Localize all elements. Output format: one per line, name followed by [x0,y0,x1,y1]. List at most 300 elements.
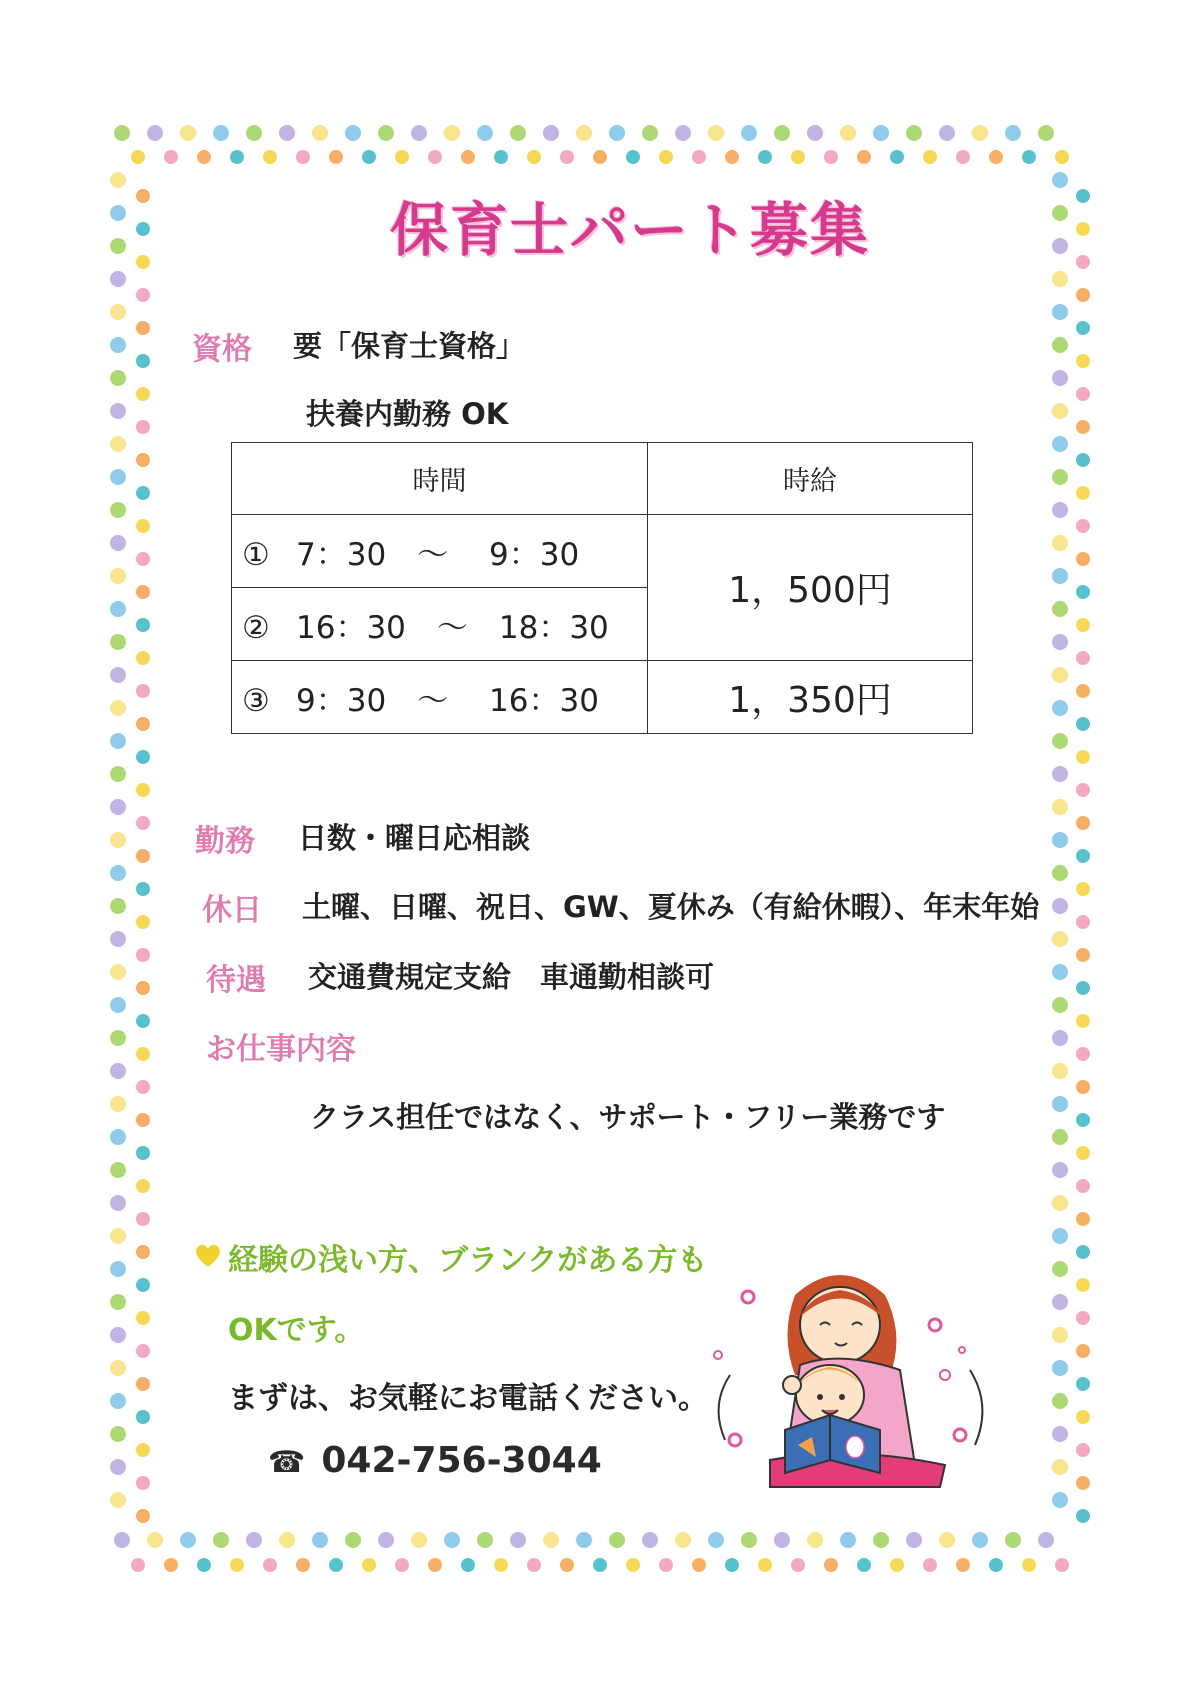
border-dot [989,1558,1003,1572]
border-dot [1052,535,1068,551]
border-dot [725,1558,739,1572]
time-range: 7：30 ～ 9：30 [296,536,580,573]
border-dot [378,1532,394,1548]
qualification-note: 扶養内勤務 OK [306,397,509,431]
border-dot [774,125,790,141]
border-dot [110,502,126,518]
border-dot [543,125,559,141]
border-dot [1052,1063,1068,1079]
border-dot [989,150,1003,164]
border-dot [110,1129,126,1145]
border-dot [110,1459,126,1475]
border-dot [1052,799,1068,815]
border-dot [1076,1311,1090,1325]
border-dot [136,1476,150,1490]
border-dot [609,125,625,141]
border-dot [279,1532,295,1548]
border-dot [576,1532,592,1548]
border-dot [164,1558,178,1572]
border-dot [110,469,126,485]
border-dot [807,1532,823,1548]
time-range: 9：30 ～ 16：30 [296,682,599,719]
border-dot [1052,1096,1068,1112]
border-dot [1076,915,1090,929]
border-dot [956,1558,970,1572]
border-dot [136,1014,150,1028]
border-dot [741,1532,757,1548]
border-dot [1052,1426,1068,1442]
border-dot [1076,1179,1090,1193]
border-dot [1076,585,1090,599]
border-dot [1052,469,1068,485]
border-dot [110,601,126,617]
border-dot [136,1113,150,1127]
border-dot [180,1532,196,1548]
phone-number: 042-756-3044 [321,1440,602,1481]
border-dot [110,997,126,1013]
job-value: クラス担任ではなく、サポート・フリー業務です [310,1100,946,1134]
time-cell-1 [232,515,648,588]
border-dot [312,1532,328,1548]
border-dot [136,255,150,269]
table-header-row [232,443,973,515]
border-dot [131,1558,145,1572]
border-dot [180,125,196,141]
border-dot [1076,882,1090,896]
border-dot [136,618,150,632]
border-dot [807,125,823,141]
border-dot [1052,766,1068,782]
border-dot [110,1360,126,1376]
border-dot [136,288,150,302]
border-dot [411,125,427,141]
border-dot [1076,684,1090,698]
border-dot [362,150,376,164]
border-dot [1052,1261,1068,1277]
border-dot [675,125,691,141]
border-dot [110,403,126,419]
border-dot [110,1228,126,1244]
border-dot [1005,1532,1021,1548]
border-dot [1052,1294,1068,1310]
header-time: 時間 [232,443,648,515]
border-dot [131,150,145,164]
border-dot [576,125,592,141]
border-dot [1052,865,1068,881]
border-dot [136,1245,150,1259]
border-dot [110,832,126,848]
border-dot [494,1558,508,1572]
border-dot [1052,205,1068,221]
border-dot [774,1532,790,1548]
border-dot [1052,964,1068,980]
border-dot [1076,948,1090,962]
border-dot [136,750,150,764]
border-dot [1076,651,1090,665]
border-dot [378,125,394,141]
border-dot [956,150,970,164]
border-dot [110,370,126,386]
border-dot [136,585,150,599]
border-dot [1052,403,1068,419]
border-dot [1052,931,1068,947]
border-dot [136,189,150,203]
border-dot [1076,1509,1090,1523]
border-dot [230,150,244,164]
border-dot [1076,1113,1090,1127]
border-dot [1076,1245,1090,1259]
border-dot [110,1492,126,1508]
border-dot [1076,321,1090,335]
border-dot [246,125,262,141]
border-dot [1076,255,1090,269]
border-dot [136,816,150,830]
border-dot [136,1080,150,1094]
wage-cell-1: 1，500円 [648,515,973,661]
border-dot [1052,733,1068,749]
border-dot [136,519,150,533]
border-dot [609,1532,625,1548]
border-dot [1076,1047,1090,1061]
mother-child-reading-illustration [700,1255,1000,1505]
border-dot [477,1532,493,1548]
border-dot [1076,816,1090,830]
border-dot [136,420,150,434]
border-dot [791,1558,805,1572]
border-dot [136,1278,150,1292]
border-dot [857,1558,871,1572]
border-dot [110,271,126,287]
border-dot [136,1311,150,1325]
border-dot [741,125,757,141]
border-dot [1052,337,1068,353]
message-line-2: OKです。 [228,1313,365,1348]
border-dot [110,700,126,716]
border-dot [395,1558,409,1572]
border-dot [110,799,126,815]
border-dot [461,1558,475,1572]
border-dot [246,1532,262,1548]
border-dot [1052,667,1068,683]
border-dot [494,150,508,164]
border-dot [197,150,211,164]
border-dot [147,125,163,141]
border-dot [642,1532,658,1548]
border-dot [1076,783,1090,797]
time-range: 16：30 ～ 18：30 [296,609,609,646]
benefits-label: 待遇 [206,963,266,998]
border-dot [939,125,955,141]
border-dot [110,1294,126,1310]
border-dot [110,1162,126,1178]
border-dot [1052,1327,1068,1343]
border-dot [1076,1080,1090,1094]
border-dot [136,882,150,896]
border-dot [758,1558,772,1572]
border-dot [527,1558,541,1572]
border-dot [824,150,838,164]
message-line-1: 経験の浅い方、ブランクがある方も [228,1243,708,1278]
border-dot [110,1426,126,1442]
border-dot [692,150,706,164]
border-dot [1076,1344,1090,1358]
border-dot [1076,1212,1090,1226]
border-dot [890,150,904,164]
qualification-label: 資格 [192,332,252,367]
border-dot [110,634,126,650]
border-dot [1052,1030,1068,1046]
border-dot [1052,700,1068,716]
border-dot [1022,150,1036,164]
border-dot [110,964,126,980]
border-dot [939,1532,955,1548]
border-dot [110,568,126,584]
border-dot [972,125,988,141]
border-dot [1052,601,1068,617]
qualification-value: 要「保育士資格」 [293,329,526,363]
border-dot [1076,288,1090,302]
border-dot [1052,502,1068,518]
border-dot [110,436,126,452]
border-dot [560,150,574,164]
border-dot [263,1558,277,1572]
border-dot [136,1410,150,1424]
border-dot [230,1558,244,1572]
border-dot [164,150,178,164]
message-line-3: まずは、お気軽にお電話ください。 [228,1381,708,1416]
border-dot [110,1327,126,1343]
border-dot [873,1532,889,1548]
border-dot [1076,717,1090,731]
border-dot [444,1532,460,1548]
border-dot [136,1509,150,1523]
border-dot [626,150,640,164]
row-number: ③ [242,682,270,719]
border-dot [1055,1558,1069,1572]
border-dot [791,150,805,164]
border-dot [642,125,658,141]
border-dot [213,125,229,141]
work-label: 勤務 [195,824,255,859]
border-dot [345,125,361,141]
phone-contact [268,1440,602,1481]
border-dot [543,1532,559,1548]
border-dot [411,1532,427,1548]
border-dot [136,1047,150,1061]
border-dot [824,1558,838,1572]
border-dot [1038,125,1054,141]
border-dot [110,1393,126,1409]
border-dot [461,150,475,164]
border-dot [1076,1410,1090,1424]
border-dot [1076,453,1090,467]
border-dot [136,354,150,368]
border-dot [136,948,150,962]
border-dot [510,1532,526,1548]
border-dot [114,1532,130,1548]
border-dot [110,337,126,353]
border-dot [1005,125,1021,141]
header-wage: 時給 [648,443,973,515]
holidays-label: 休日 [202,893,262,928]
border-dot [725,150,739,164]
border-dot [890,1558,904,1572]
border-dot [263,150,277,164]
border-dot [1052,1393,1068,1409]
border-dot [110,172,126,188]
border-dot [136,783,150,797]
border-dot [136,981,150,995]
border-dot [147,1532,163,1548]
border-dot [110,766,126,782]
border-dot [1052,1129,1068,1145]
border-dot [296,1558,310,1572]
time-cell-3 [232,661,648,734]
border-dot [136,1146,150,1160]
border-dot [477,125,493,141]
work-value: 日数・曜日応相談 [298,821,531,855]
border-dot [857,150,871,164]
border-dot [1022,1558,1036,1572]
border-dot [708,125,724,141]
border-dot [296,150,310,164]
border-dot [758,150,772,164]
border-dot [1076,849,1090,863]
border-dot [1052,1459,1068,1475]
border-dot [1052,568,1068,584]
border-dot [1052,634,1068,650]
border-dot [1076,420,1090,434]
border-dot [110,1030,126,1046]
border-dot [279,125,295,141]
border-dot [1052,997,1068,1013]
table-row [232,515,973,588]
border-dot [136,453,150,467]
border-dot [1055,150,1069,164]
border-dot [1052,1228,1068,1244]
border-dot [626,1558,640,1572]
border-dot [428,1558,442,1572]
border-dot [110,1261,126,1277]
border-dot [1076,354,1090,368]
border-dot [114,125,130,141]
border-dot [312,125,328,141]
border-dot [444,125,460,141]
border-dot [136,387,150,401]
border-dot [1052,271,1068,287]
border-dot [593,1558,607,1572]
border-dot [1076,1443,1090,1457]
border-dot [110,1096,126,1112]
border-dot [110,1195,126,1211]
border-dot [1052,238,1068,254]
border-dot [136,684,150,698]
border-dot [972,1532,988,1548]
border-dot [1052,1195,1068,1211]
border-dot [1076,750,1090,764]
border-dot [213,1532,229,1548]
border-dot [1076,1014,1090,1028]
page-title: 保育士パート募集 [390,196,871,264]
border-dot [136,486,150,500]
border-dot [1052,172,1068,188]
border-dot [527,150,541,164]
border-dot [1076,981,1090,995]
border-dot [110,865,126,881]
border-dot [136,1377,150,1391]
time-cell-2 [232,588,648,661]
border-dot [1076,1377,1090,1391]
border-dot [1076,486,1090,500]
border-dot [923,150,937,164]
border-dot [136,849,150,863]
border-dot [197,1558,211,1572]
border-dot [873,125,889,141]
job-label: お仕事内容 [206,1032,356,1067]
border-dot [395,150,409,164]
border-dot [1052,1162,1068,1178]
border-dot [428,150,442,164]
border-dot [136,321,150,335]
border-dot [136,915,150,929]
border-dot [136,1443,150,1457]
border-dot [136,1179,150,1193]
border-dot [110,667,126,683]
border-dot [136,717,150,731]
border-dot [1076,1146,1090,1160]
row-number: ① [242,536,270,573]
border-dot [1076,1278,1090,1292]
border-dot [110,1063,126,1079]
border-dot [1052,832,1068,848]
border-dot [1076,618,1090,632]
border-dot [840,1532,856,1548]
border-dot [659,150,673,164]
border-dot [1076,222,1090,236]
border-dot [906,1532,922,1548]
border-dot [1076,519,1090,533]
border-dot [1076,1476,1090,1490]
border-dot [1052,436,1068,452]
border-dot [1052,1360,1068,1376]
border-dot [692,1558,706,1572]
border-dot [110,535,126,551]
border-dot [110,205,126,221]
border-dot [593,150,607,164]
benefits-value: 交通費規定支給 車通勤相談可 [308,960,715,994]
border-dot [708,1532,724,1548]
border-dot [136,222,150,236]
border-dot [136,1212,150,1226]
border-dot [110,238,126,254]
border-dot [1052,898,1068,914]
border-dot [1052,1492,1068,1508]
border-dot [1052,304,1068,320]
border-dot [560,1558,574,1572]
wage-cell-2: 1，350円 [648,661,973,734]
border-dot [1052,370,1068,386]
border-dot [1076,552,1090,566]
border-dot [345,1532,361,1548]
wage-table [231,442,973,734]
border-dot [1038,1532,1054,1548]
border-dot [659,1558,673,1572]
border-dot [906,125,922,141]
border-dot [675,1532,691,1548]
border-dot [923,1558,937,1572]
border-dot [110,304,126,320]
border-dot [110,931,126,947]
